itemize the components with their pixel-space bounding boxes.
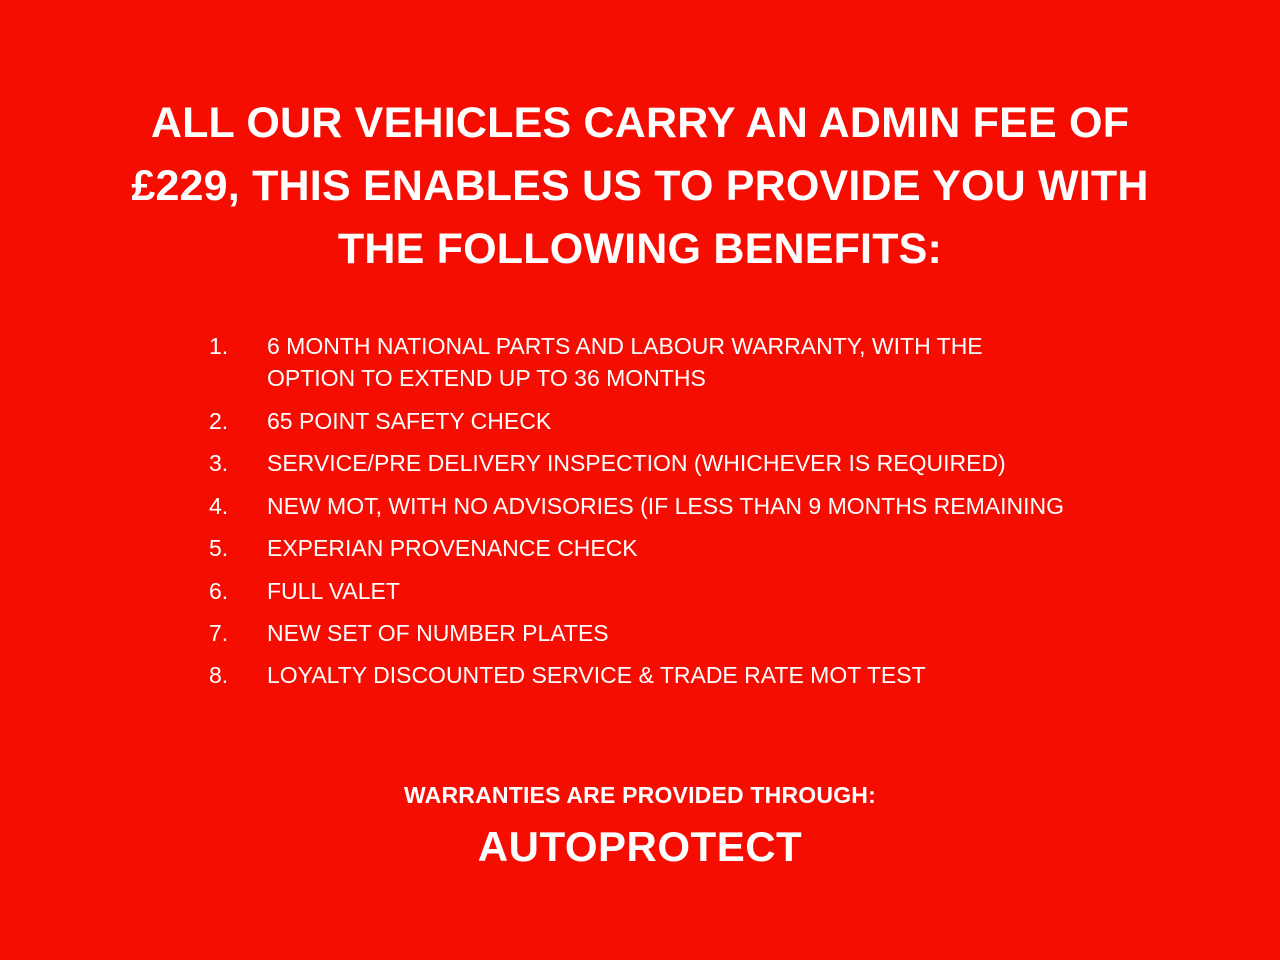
- page-title: ALL OUR VEHICLES CARRY AN ADMIN FEE OF £229, THIS ENABLES US TO PROVIDE YOU WITH THE FOLLOWING BENEFITS:: [131, 99, 1149, 273]
- list-item: [205, 659, 1105, 691]
- warranty-provider-name: AUTOPROTECT: [477, 823, 803, 870]
- list-item: [205, 330, 1105, 395]
- list-item: [205, 575, 1105, 607]
- list-item-number: 3.: [209, 450, 229, 477]
- list-item-number: 5.: [209, 535, 229, 562]
- list-item: [205, 532, 1105, 564]
- list-item-number: 7.: [209, 619, 229, 646]
- list-item-number: 8.: [209, 662, 229, 689]
- list-item-number: 2.: [209, 407, 229, 434]
- list-item: [205, 447, 1105, 479]
- benefits-list: [205, 330, 1105, 702]
- list-item: [205, 617, 1105, 649]
- list-item-label: NEW MOT, WITH NO ADVISORIES (IF LESS THAN 9 MONTHS REMAINING: [267, 492, 1064, 519]
- list-item: [205, 490, 1105, 522]
- list-item: [205, 405, 1105, 437]
- list-item-number: 1.: [209, 333, 229, 359]
- list-item-number: 4.: [209, 492, 229, 519]
- list-item-label: FULL VALET: [267, 577, 400, 604]
- list-item-label: NEW SET OF NUMBER PLATES: [267, 619, 609, 646]
- list-item-label: 65 POINT SAFETY CHECK: [267, 407, 552, 434]
- list-item-label: SERVICE/PRE DELIVERY INSPECTION (WHICHEVER IS REQUIRED): [267, 450, 1006, 477]
- warranty-provider-label: WARRANTIES ARE PROVIDED THROUGH:: [404, 782, 876, 808]
- list-item-label: EXPERIAN PROVENANCE CHECK: [267, 535, 638, 562]
- list-item-label: 6 MONTH NATIONAL PARTS AND LABOUR WARRANTY, WITH THE OPTION TO EXTEND UP TO 36 MONTHS: [267, 333, 983, 392]
- list-item-number: 6.: [209, 577, 229, 604]
- footer: [0, 782, 1280, 871]
- list-item-label: LOYALTY DISCOUNTED SERVICE & TRADE RATE MOT TEST: [267, 662, 926, 689]
